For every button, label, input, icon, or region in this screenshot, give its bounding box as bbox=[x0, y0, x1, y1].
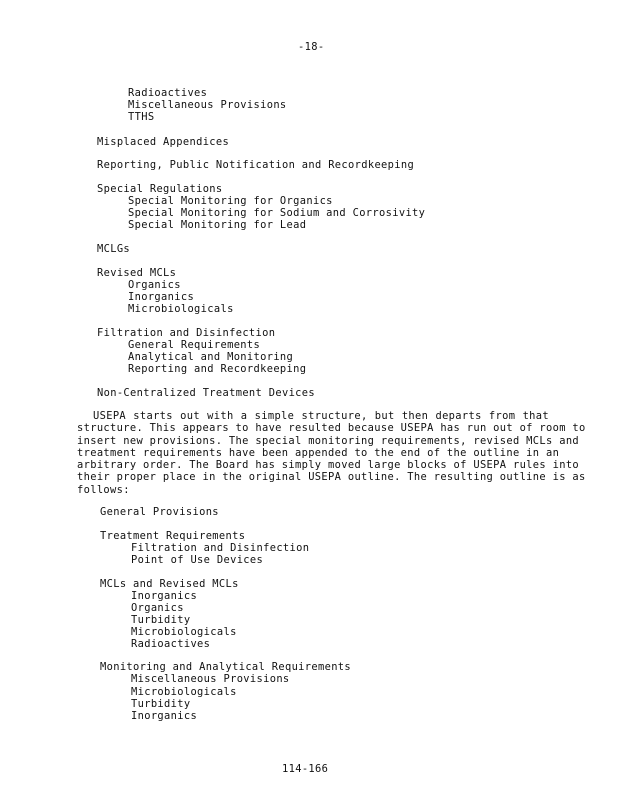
paragraph-line: their proper place in the original USEPA outline. The resulting outline is as bbox=[77, 471, 586, 484]
paragraph-line: arbitrary order. The Board has simply moved large blocks of USEPA rules into bbox=[77, 459, 580, 472]
paragraph-line: follows: bbox=[77, 483, 130, 496]
outline-heading: Non-Centralized Treatment Devices bbox=[97, 387, 315, 399]
paragraph-line: USEPA starts out with a simple structure, but then departs from that bbox=[93, 410, 549, 422]
outline-heading: MCLGs bbox=[97, 243, 131, 255]
outline-item: Inorganics bbox=[131, 590, 198, 602]
body-paragraph bbox=[77, 410, 586, 496]
outline-heading: Reporting, Public Notification and Recordkeeping bbox=[97, 159, 415, 171]
outline-heading: Monitoring and Analytical Requirements bbox=[100, 661, 352, 673]
outline-item: Point of Use Devices bbox=[131, 554, 264, 566]
outline-item: Special Monitoring for Organics bbox=[128, 195, 333, 207]
paragraph-line: treatment requirements have been appended to the end of the outline in an bbox=[77, 446, 560, 459]
outline-item: Special Monitoring for Lead bbox=[128, 219, 307, 231]
outline-item: Analytical and Monitoring bbox=[128, 351, 294, 363]
outline-heading: Revised MCLs bbox=[97, 267, 177, 279]
outline-item: Microbiologicals bbox=[131, 626, 237, 638]
outline-item: Reporting and Recordkeeping bbox=[128, 363, 307, 375]
paragraph-line: insert new provisions. The special monitoring requirements, revised MCLs and bbox=[77, 434, 580, 447]
outline-heading: Filtration and Disinfection bbox=[97, 327, 276, 339]
outline-item: Microbiologicals bbox=[128, 303, 234, 315]
footer-page-label: 114-166 bbox=[282, 763, 329, 775]
outline-item: Turbidity bbox=[131, 698, 191, 710]
outline-heading: Special Regulations bbox=[97, 183, 223, 195]
outline-heading: Treatment Requirements bbox=[100, 530, 246, 542]
outline-item: General Requirements bbox=[128, 339, 261, 351]
outline-item: TTHS bbox=[128, 111, 155, 123]
outline-item: Miscellaneous Provisions bbox=[131, 673, 290, 685]
outline-item: Microbiologicals bbox=[131, 686, 237, 698]
outline-heading: General Provisions bbox=[100, 506, 219, 518]
outline-item: Inorganics bbox=[128, 291, 195, 303]
outline-item: Turbidity bbox=[131, 614, 191, 626]
page-number: -18- bbox=[298, 41, 325, 53]
outline-item: Organics bbox=[128, 279, 181, 291]
outline-item: Inorganics bbox=[131, 710, 198, 722]
outline-heading: Misplaced Appendices bbox=[97, 136, 230, 148]
outline-item: Organics bbox=[131, 602, 184, 614]
outline-item: Miscellaneous Provisions bbox=[128, 99, 287, 111]
outline-item: Special Monitoring for Sodium and Corrosivity bbox=[128, 207, 426, 219]
outline-item: Filtration and Disinfection bbox=[131, 542, 310, 554]
paragraph-line: structure. This appears to have resulted because USEPA has run out of room to bbox=[77, 422, 586, 435]
outline-item: Radioactives bbox=[128, 87, 208, 99]
outline-item: Radioactives bbox=[131, 638, 211, 650]
outline-heading: MCLs and Revised MCLs bbox=[100, 578, 239, 590]
